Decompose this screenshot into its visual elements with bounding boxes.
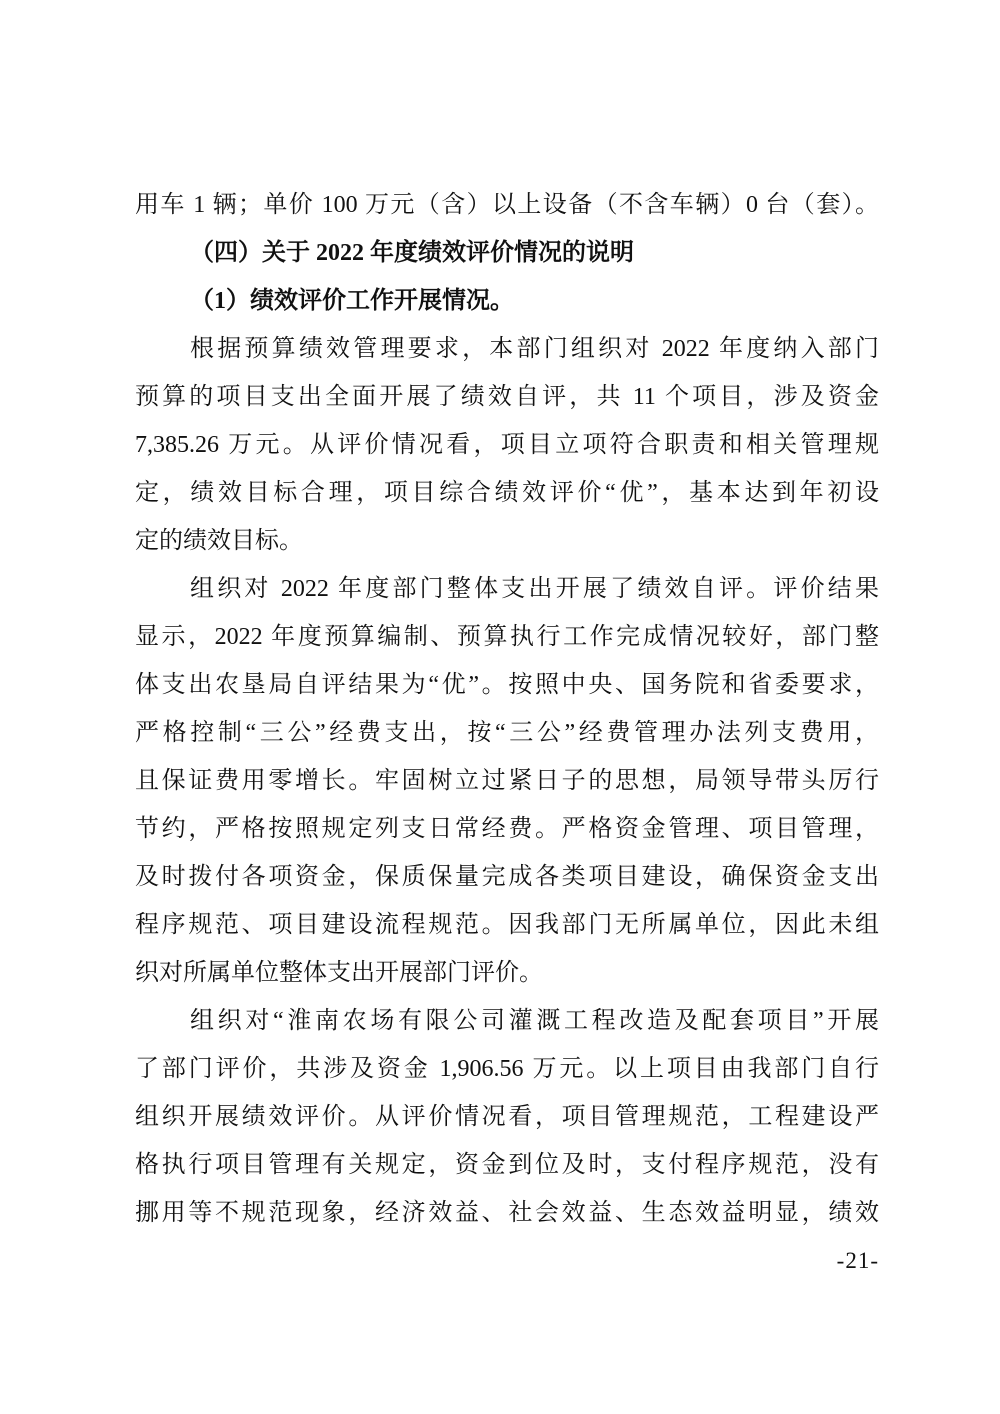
body-line: 严格控制“三公”经费支出，按“三公”经费管理办法列支费用， (135, 720, 879, 746)
body-line: 定的绩效目标。 (135, 528, 303, 554)
subsection-heading: （1）绩效评价工作开展情况。 (190, 288, 514, 314)
body-line: 及时拨付各项资金，保质保量完成各类项目建设，确保资金支出 (135, 864, 879, 890)
body-line: 显示，2022 年度预算编制、预算执行工作完成情况较好，部门整 (135, 624, 879, 650)
section-heading: （四）关于 2022 年度绩效评价情况的说明 (190, 240, 634, 266)
body-line: 预算的项目支出全面开展了绩效自评，共 11 个项目，涉及资金 (135, 384, 879, 410)
body-line: 体支出农垦局自评结果为“优”。按照中央、国务院和省委要求， (135, 672, 879, 698)
body-line: 格执行项目管理有关规定，资金到位及时，支付程序规范，没有 (135, 1152, 879, 1178)
body-line: 织对所属单位整体支出开展部门评价。 (135, 960, 543, 986)
body-line: 组织对“淮南农场有限公司灌溉工程改造及配套项目”开展 (190, 1008, 879, 1034)
body-line: 组织对 2022 年度部门整体支出开展了绩效自评。评价结果 (190, 576, 879, 602)
body-line: 节约，严格按照规定列支日常经费。严格资金管理、项目管理， (135, 816, 879, 842)
body-line: 了部门评价，共涉及资金 1,906.56 万元。以上项目由我部门自行 (135, 1056, 879, 1082)
document-body (135, 181, 879, 1237)
body-line: 且保证费用零增长。牢固树立过紧日子的思想，局领导带头厉行 (135, 768, 879, 794)
body-line: 程序规范、项目建设流程规范。因我部门无所属单位，因此未组 (135, 912, 879, 938)
body-line: 挪用等不规范现象，经济效益、社会效益、生态效益明显，绩效 (135, 1200, 879, 1226)
body-line: 用车 1 辆；单价 100 万元（含）以上设备（不含车辆）0 台（套）。 (135, 192, 879, 218)
body-line: 定，绩效目标合理，项目综合绩效评价“优”，基本达到年初设 (135, 480, 879, 506)
body-line: 根据预算绩效管理要求，本部门组织对 2022 年度纳入部门 (190, 336, 879, 362)
body-line: 7,385.26 万元。从评价情况看，项目立项符合职责和相关管理规 (135, 432, 879, 458)
body-line: 组织开展绩效评价。从评价情况看，项目管理规范，工程建设严 (135, 1104, 879, 1130)
page-number: -21- (836, 1248, 879, 1273)
